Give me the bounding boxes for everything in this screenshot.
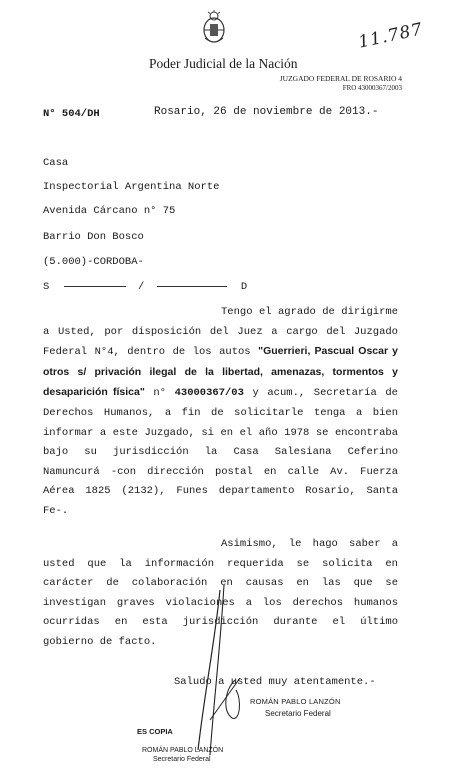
slash: / — [137, 281, 145, 293]
organization-title: Poder Judicial de la Nación — [149, 56, 298, 71]
salutation-sd-line — [43, 281, 247, 293]
blank-line — [157, 286, 227, 287]
blank-line — [64, 286, 126, 287]
body-text: n° — [144, 387, 175, 400]
national-seal-icon — [202, 10, 226, 46]
court-reference: FRO 43000367/2003 — [342, 84, 402, 92]
recipient-line: Casa — [43, 157, 69, 169]
paragraph-notice: Asimismo, le hago saber a usted que la información requerida se solicita en carácter de colaboración en causas en las que se investigan graves violaciones a los derechos humanos ocurridas en esta jurisdicción durante el último gobierno de facto. — [43, 538, 398, 648]
s-label: S — [43, 281, 50, 293]
signer-title: Secretario Federal — [265, 709, 331, 718]
letter-number: N° 504/DH — [43, 108, 100, 120]
copy-stamp-name: ROMÁN PABLO LANZÓN — [142, 747, 224, 754]
court-name: JUZGADO FEDERAL DE ROSARIO 4 — [279, 74, 402, 83]
recipient-line: (5.000)-CORDOBA- — [43, 256, 144, 268]
handwritten-file-number: 11.787 — [356, 19, 425, 53]
body-text: y acum., Secretaría de Derechos Humanos, a fin de solicitarle tenga a bien informar a este Juzgado, si en el año 1978 se encontraba bajo su jurisdicción la Casa Salesiana Ceferino Namuncurá -con dirección postal en calle Av. Fuerza Aérea 1825 (2132), Funes departamento Rosario, Santa Fe-. — [43, 387, 398, 517]
copy-stamp-label: ES COPIA — [137, 727, 173, 736]
recipient-line: Inspectorial Argentina Norte — [43, 181, 220, 193]
handwritten-signature — [180, 560, 300, 760]
closing-salutation: Saludo a usted muy atentamente.- — [174, 676, 376, 688]
case-title: "Guerrieri, Pascual Oscar y otros s/ privación ilegal de la libertad, amenazas, tormentos y desaparición física" — [43, 345, 398, 399]
paragraph-request — [43, 303, 398, 522]
copy-stamp-title: Secretario Federal — [153, 756, 211, 763]
letter-date: Rosario, 26 de noviembre de 2013.- — [154, 106, 379, 118]
recipient-line: Avenida Cárcano n° 75 — [43, 205, 176, 217]
letter-body — [43, 303, 398, 522]
d-label: D — [240, 281, 248, 293]
body-text: Tengo el agrado de dirigirme a Usted, por disposición del Juez a cargo del Juzgado Federal N°4, dentro de los autos — [43, 306, 398, 359]
recipient-line: Barrio Don Bosco — [43, 231, 144, 243]
signer-name: ROMÁN PABLO LANZÓN — [250, 697, 341, 706]
case-number: 43000367/03 — [174, 387, 244, 400]
